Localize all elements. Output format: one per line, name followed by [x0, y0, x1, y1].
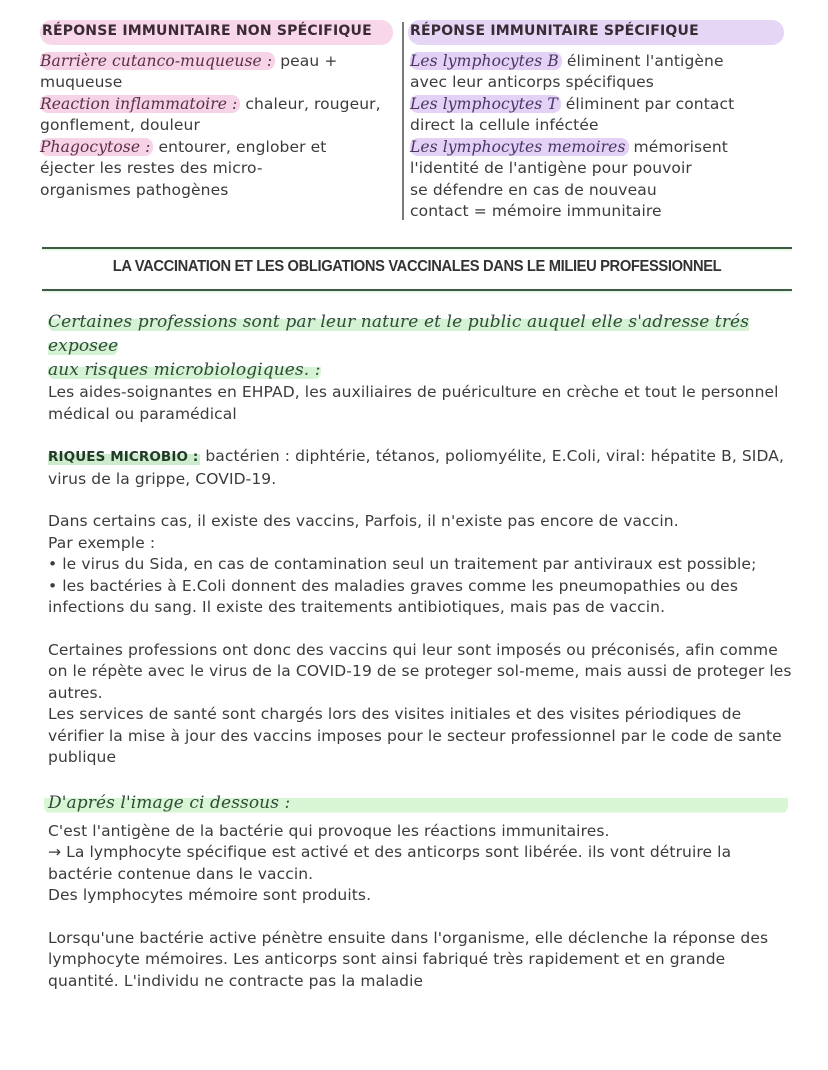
image-p1: C'est l'antigène de la bactérie qui provoque les réactions immunitaires.	[48, 821, 610, 840]
intro-text: Les aides-soignantes en EHPAD, les auxiliaires de puériculture en crèche et tout le personnel médical ou paramédical	[48, 383, 779, 423]
vaccines-p2: Par exemple :	[48, 533, 156, 552]
term-t-lymphocytes: Les lymphocytes T	[410, 95, 561, 113]
barrier-text: peau +	[275, 51, 338, 70]
intro-heading-line1: Certaines professions sont par leur nature et le public auquel elle s'adresse trés exposee	[48, 312, 750, 356]
image-p4: Lorsqu'une bactérie active pénètre ensuite dans l'organisme, elle déclenche la réponse des lymphocyte mémoires. Les anticorps sont ainsi fabriqué très rapidement et en grande quantité. L'individu ne contracte pas la maladie	[48, 928, 769, 990]
obligations-p1: Certaines professions ont donc des vaccins qui leur sont imposés ou préconisés, afin comme on le répète avec le virus de la COVID-19 de se proteger sol-meme, mais aussi de proteger les autres.	[48, 640, 792, 702]
item-b-lymphocytes	[410, 51, 790, 94]
obligations-p2: Les services de santé sont chargés lors des visites initiales et des visites périodiques de vérifier la mise à jour des vaccins imposes pour le secteur professionnel par le code de sante publique	[48, 705, 782, 766]
memory-lymphocytes-text-cont3: contact = mémoire immunitaire	[410, 202, 662, 220]
bullet-item: • le virus du Sida, en cas de contamination seul un traitement par antiviraux est possible;	[48, 555, 757, 573]
risks-paragraph	[48, 446, 798, 490]
non-specific-column	[40, 20, 395, 201]
item-t-lymphocytes	[410, 94, 790, 137]
term-barrier: Barrière cutanco-muqueuse :	[40, 52, 275, 70]
inflammation-text-cont: gonflement, douleur	[40, 116, 200, 134]
item-barrier	[40, 51, 395, 94]
barrier-text-cont: muqueuse	[40, 73, 123, 91]
term-memory-lymphocytes: Les lymphocytes memoires	[410, 138, 629, 156]
risks-text: bactérien : diphtérie, tétanos, poliomyélite, E.Coli, viral: hépatite B, SIDA, virus de la grippe, COVID-19.	[48, 447, 784, 488]
phagocytosis-text-cont: éjecter les restes des micro-	[40, 159, 263, 177]
intro-heading-line2: aux risques microbiologiques. :	[48, 360, 321, 380]
title-top-rule	[42, 247, 792, 249]
image-p3: Des lymphocytes mémoire sont produits.	[48, 886, 372, 904]
term-phagocytosis: Phagocytose :	[40, 138, 153, 156]
t-lymphocytes-text-cont: direct la cellule inféctée	[410, 116, 599, 134]
b-lymphocytes-text-cont: avec leur anticorps spécifiques	[410, 73, 654, 91]
item-memory-lymphocytes	[410, 137, 790, 223]
item-phagocytosis	[40, 137, 395, 202]
vaccines-p1: Dans certains cas, il existe des vaccins, Parfois, il n'existe pas encore de vaccin.	[48, 512, 679, 530]
non-specific-header: RÉPONSE IMMUNITAIRE NON SPÉCIFIQUE	[40, 20, 393, 45]
image-p2: → La lymphocyte spécifique est activé et des anticorps sont libérée. ils vont détruire la bactérie contenue dans le vaccin.	[48, 843, 732, 883]
section-title: LA VACCINATION ET LES OBLIGATIONS VACCINALES DANS LE MILIEU PROFESSIONNEL	[112, 258, 722, 275]
title-bottom-rule	[42, 289, 792, 291]
section-title-band	[42, 247, 792, 291]
phagocytosis-text: entourer, englober et	[153, 137, 327, 156]
term-inflammation: Reaction inflammatoire :	[40, 95, 240, 113]
bullet-item: • les bactéries à E.Coli donnent des maladies graves comme les pneumopathies ou des infections du sang. Il existe des traitements antibiotiques, mais pas de vaccin.	[48, 576, 738, 616]
intro-heading	[48, 310, 798, 382]
image-heading: D'aprés l'image ci dessous :	[44, 791, 788, 815]
image-heading-wrap	[48, 791, 798, 815]
memory-lymphocytes-text-cont: l'identité de l'antigène pour pouvoir	[410, 159, 692, 177]
specific-column	[410, 20, 790, 223]
immune-response-comparison	[0, 20, 828, 230]
phagocytosis-text-cont2: organismes pathogènes	[40, 180, 229, 199]
item-inflammation	[40, 94, 395, 137]
risks-label: RIQUES MICROBIO :	[48, 449, 199, 465]
term-b-lymphocytes: Les lymphocytes B	[410, 52, 562, 70]
memory-lymphocytes-text-cont2: se défendre en cas de nouveau	[410, 180, 657, 199]
main-content	[48, 310, 798, 992]
column-divider	[402, 22, 404, 220]
memory-lymphocytes-text: mémorisent	[628, 137, 728, 156]
specific-header: RÉPONSE IMMUNITAIRE SPÉCIFIQUE	[408, 20, 784, 45]
t-lymphocytes-text: éliminent par contact	[560, 94, 735, 113]
inflammation-text: chaleur, rougeur,	[240, 94, 381, 113]
b-lymphocytes-text: éliminent l'antigène	[561, 51, 724, 70]
